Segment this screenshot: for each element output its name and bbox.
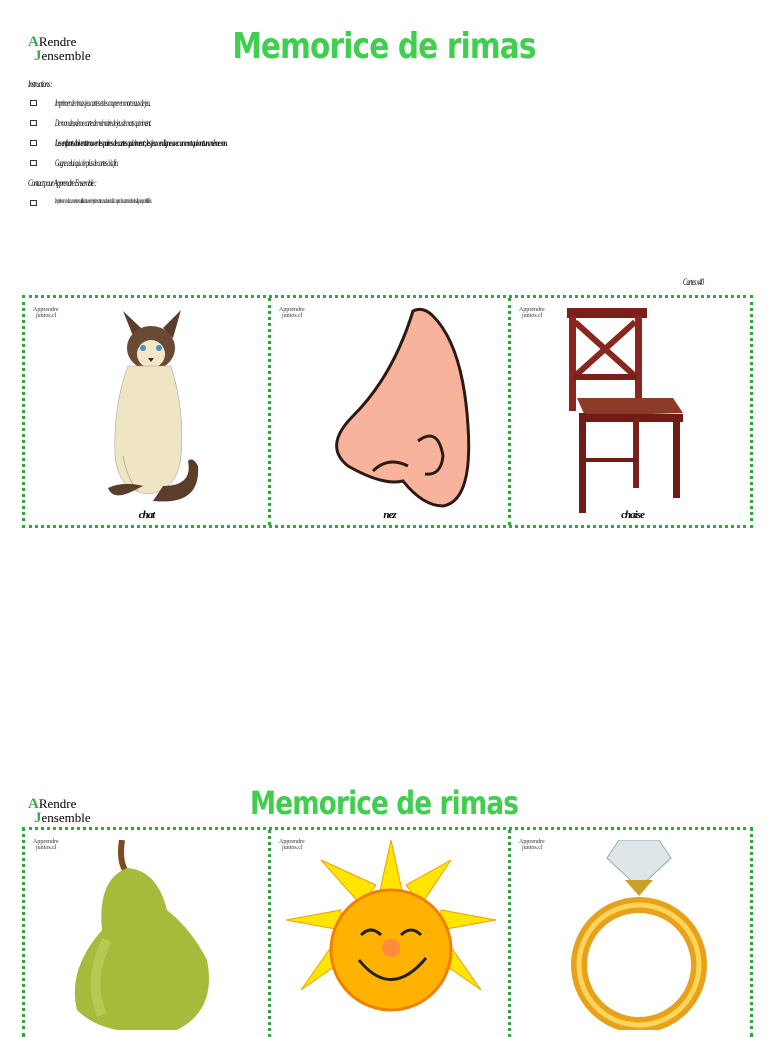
card-logo: Apprendre juntos.cl (279, 839, 305, 851)
page-title: Memorice de rimas (232, 26, 536, 67)
card-board (22, 827, 753, 1037)
card-chair[interactable] (511, 298, 754, 525)
ring-icon (559, 840, 709, 1030)
card-logo: Apprendre juntos.cl (519, 307, 545, 319)
bullet-icon (30, 120, 37, 126)
cat-icon (93, 306, 203, 511)
instructions-heading: Instructions : (28, 79, 52, 89)
sun-icon (281, 840, 501, 1030)
bullet-icon (30, 140, 37, 146)
contact-item: Imprimer ce document en utilisant une imprimante couleur et découper les cartes selon les lignes pointillées. (55, 197, 152, 205)
instruction-item: Les enfants doivent trouver les paires de cartes qui riment ; les jeux en ligne avec un mot qui ont un même son. (55, 138, 227, 148)
card-pear[interactable] (25, 830, 268, 1037)
cards-count: Cartes x40 (683, 277, 704, 287)
contact-heading: Contact pour Apprendre Ensemble : (28, 178, 96, 188)
instruction-item: De mon deuxième carte de mémoire de jeu de mots qui riment. (55, 118, 151, 128)
pear-icon (67, 840, 217, 1030)
card-word: nez (383, 509, 396, 521)
card-nose[interactable] (268, 298, 511, 525)
bullet-icon (30, 160, 37, 166)
card-ring[interactable] (511, 830, 754, 1037)
card-board (22, 295, 753, 528)
bullet-icon (30, 200, 37, 206)
card-word: chat (138, 509, 155, 521)
instruction-item: Imprimer de rimas jeu cartes et les couper en morceaux de jeu. (55, 98, 150, 108)
instruction-item: Gagne celui qui a le plus de cartes à la fin. (55, 158, 118, 168)
card-logo: Apprendre juntos.cl (33, 839, 59, 851)
chair-icon (563, 308, 693, 518)
page-title: Memorice de rimas (249, 784, 519, 822)
card-logo: Apprendre juntos.cl (33, 307, 59, 319)
logo: ARendre Jensemble (28, 796, 91, 826)
card-logo: Apprendre juntos.cl (279, 307, 305, 319)
bullet-icon (30, 100, 37, 106)
card-word: chaise (621, 509, 644, 521)
card-cat[interactable] (25, 298, 268, 525)
nose-icon (313, 306, 473, 511)
card-sun[interactable] (268, 830, 511, 1037)
logo: ARendre Jensemble (28, 34, 91, 64)
card-logo: Apprendre juntos.cl (519, 839, 545, 851)
